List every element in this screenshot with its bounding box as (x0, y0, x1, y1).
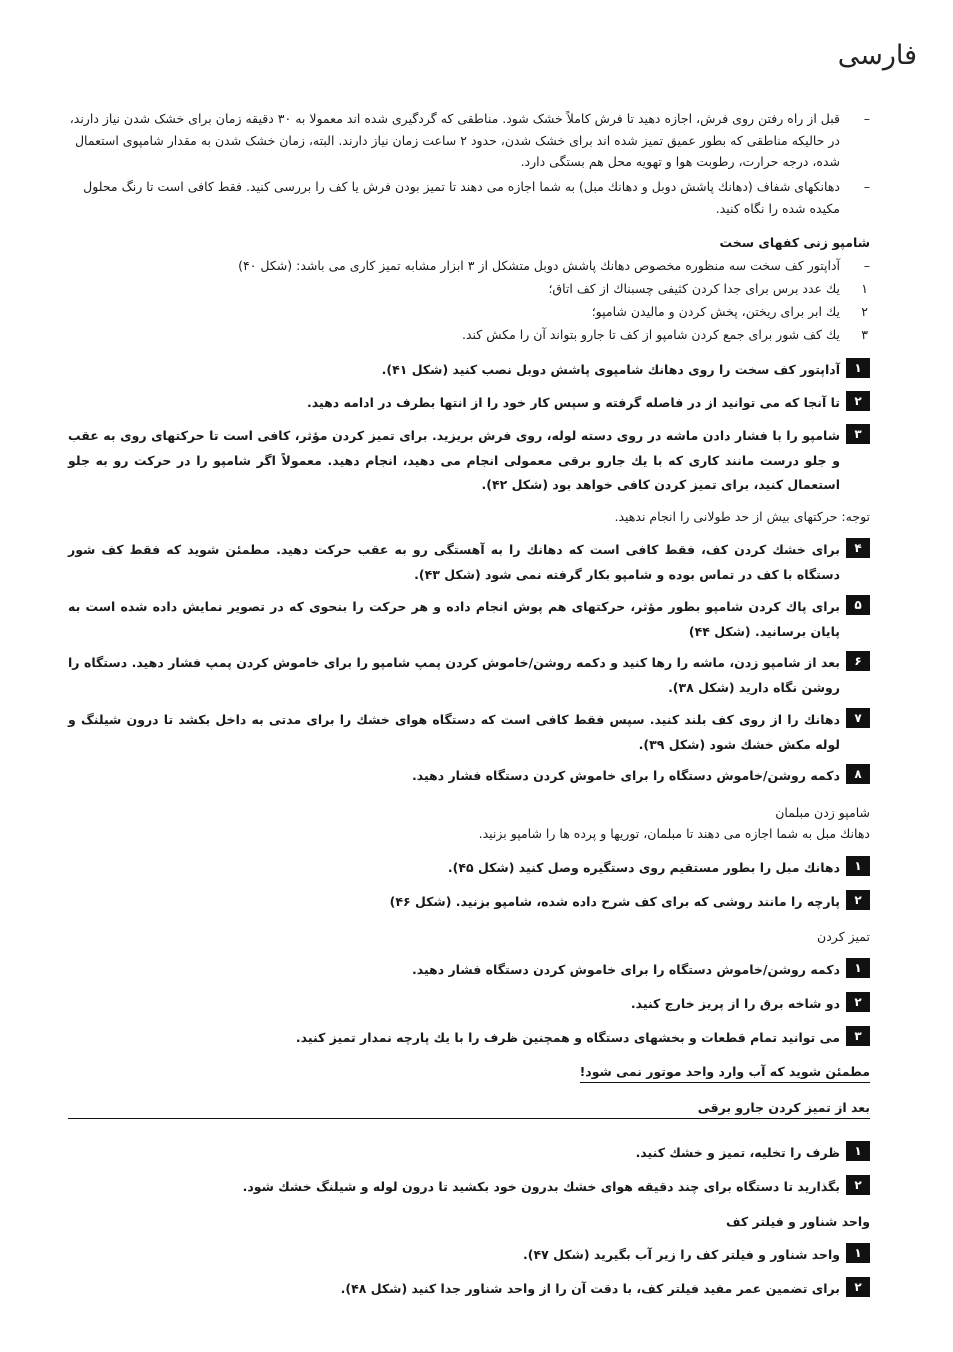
step-number-badge: ۲ (846, 391, 870, 411)
cleaning-step-3 (68, 1026, 870, 1051)
note-text: توجه: حرکتهای بیش از حد طولانی را انجام ندهید. (614, 509, 870, 524)
cleaning-step-2 (68, 992, 870, 1017)
hard-floor-heading: شامپو زنی کفهای سخت (719, 235, 870, 250)
hard-floor-step-7 (68, 708, 870, 757)
step-number-badge: ۱ (846, 958, 870, 978)
tool-text: یك کف شور برای جمع کردن شامپو از کف تا جارو بتواند آن را مکش کند. (462, 327, 840, 342)
after-cleaning-step-2 (68, 1175, 870, 1200)
step-number-badge: ۸ (846, 764, 870, 784)
hard-floor-step-5 (68, 595, 870, 644)
tool-number: ۳ (861, 327, 868, 342)
step-text: دکمه روشن/خاموش دستگاه را برای خاموش کردن دستگاه فشار دهید. (411, 768, 840, 783)
step-number-badge: ۳ (846, 424, 870, 444)
step-text: ظرف را تخلیه، تمیز و خشك کنید. (635, 1145, 840, 1160)
tool-text: یك ابر برای ریختن، پخش کردن و مالیدن شامپو؛ (591, 304, 840, 319)
cleaning-heading: تمیز کردن (817, 929, 870, 944)
hard-floor-adapter-bullet (68, 255, 870, 277)
upholstery-step-1 (68, 856, 870, 881)
step-number-badge: ۱ (846, 856, 870, 876)
step-text: تا آنجا که می توانید از در فاصله گرفته و سپس کار خود را از انتها بطرف در ادامه دهید. (307, 395, 840, 410)
step-text: واحد شناور و فیلتر کف را زیر آب بگیرید (شکل ۴۷). (523, 1247, 840, 1262)
step-number-badge: ۷ (846, 708, 870, 728)
dash-marker: – (863, 258, 870, 273)
dash-marker: – (863, 179, 870, 194)
step-text: شامپو را با فشار دادن ماشه در روی دسته لوله، روی فرش بریزید. برای تمیز کردن مؤثر، کافی است تا حرکتهای روی به عقب و جلو درست مانند کاری که با یك جارو برقی معمولی انجام می دهید، انجام دهید. معمولاً اگر شامپو را در حرکت رو به جلو استعمال کنید، برای تمیز کردن کافی خواهد بود (شکل ۴۲). (68, 428, 840, 492)
dash-marker: – (863, 111, 870, 126)
tool-number: ۲ (861, 304, 868, 319)
step-number-badge: ۲ (846, 1277, 870, 1297)
step-text: دهانك را از روی کف بلند کنید. سپس فقط کافی است که دستگاه هوای خشك را برای مدتی به داخل بکشد تا درون شیلنگ و لوله مکش خشك شود (شکل ۳۹). (68, 712, 840, 752)
step-text: دهانك مبل را بطور مستقیم روی دستگیره وصل کنید (شکل ۴۵). (447, 860, 840, 875)
intro-bullet-2 (68, 176, 870, 219)
tool-item-2 (68, 301, 870, 323)
intro-bullet-1 (68, 108, 870, 173)
after-cleaning-step-1 (68, 1141, 870, 1166)
tool-number: ۱ (861, 281, 868, 296)
tool-item-3 (68, 324, 870, 346)
step-text: برای پاك کردن شامپو بطور مؤثر، حرکتهای هم پوش انجام داده و هر حرکت را بنحوی که در تصویر نمایش داده شده است به پایان برسانید. (شکل ۴۴) (68, 599, 840, 639)
step-number-badge: ۲ (846, 1175, 870, 1195)
step-text: برای خشك کردن کف، فقط کافی است که دهانك را به آهستگی رو به عقب حرکت دهید. مطمئن شوید که فقط کف شور دستگاه با کف در تماس بوده و شامپو بکار گرفته نمی شود (شکل ۴۳). (68, 542, 840, 582)
upholstery-intro: دهانك مبل به شما اجازه می دهند تا مبلمان، توریها و پرده ها را شامپو بزنید. (478, 826, 870, 841)
adapter-bullet-text: آداپتور کف سخت سه منظوره مخصوص دهانك پاشش دوبل متشکل از ۳ ابزار مشابه تمیز کاری می باشد: (شکل ۴۰) (238, 258, 840, 273)
hard-floor-step-8 (68, 764, 870, 789)
water-warning: مطمئن شوید که آب وارد واحد موتور نمی شود! (580, 1062, 870, 1083)
upholstery-step-2 (68, 890, 870, 915)
intro-bullet-text: دهانکهای شفاف (دهانك پاشش دوبل و دهانك مبل) به شما اجازه می دهند تا تمیز بودن فرش یا کف را بررسی کنید. فقط کافی است تا رنگ محلول مکیده شده را نگاه کنید. (83, 179, 840, 216)
step-number-badge: ۵ (846, 595, 870, 615)
intro-bullet-text: قبل از راه رفتن روی فرش، اجازه دهید تا فرش کاملاً خشک شود. مناطقی که گردگیری شده اند معمولا به ۳۰ دقیقه زمان برای خشک شدن نیاز دارند، در حالیکه مناطقی که بطور عمیق تمیز شده اند برای خشک شدن، حدود ۲ ساعت زمان نیاز دارند. البته، زمان خشک شدن به مقدار شامپوی استعمال شده، درجه حرارت، رطوبت هوا و تهویه محل هم بستگی دارد. (69, 111, 840, 169)
tool-item-1 (68, 278, 870, 300)
hard-floor-step-4 (68, 538, 870, 587)
step-number-badge: ۱ (846, 1243, 870, 1263)
step-text: دکمه روشن/خاموش دستگاه را برای خاموش کردن دستگاه فشار دهید. (411, 962, 840, 977)
step-number-badge: ۲ (846, 992, 870, 1012)
hard-floor-step-3 (68, 424, 870, 498)
step-text: می توانید تمام قطعات و بخشهای دستگاه و همچنین ظرف را با یك پارچه نمدار تمیز کنید. (295, 1030, 840, 1045)
float-filter-step-1 (68, 1243, 870, 1268)
step-text: بگذارید تا دستگاه برای چند دقیقه هوای خشك بدرون خود بکشید تا درون لوله و شیلنگ خشك شود. (242, 1179, 840, 1194)
step-number-badge: ۱ (846, 1141, 870, 1161)
step-number-badge: ۳ (846, 1026, 870, 1046)
step-text: پارچه را مانند روشی که برای کف شرح داده شده، شامپو بزنید. (شکل ۴۶) (389, 894, 840, 909)
hard-floor-step-2 (68, 391, 870, 416)
section-divider (68, 1118, 870, 1119)
step-number-badge: ۲ (846, 890, 870, 910)
step-text: برای تضمین عمر مفید فیلتر کف، با دقت آن را از واحد شناور جدا کنید (شکل ۴۸). (340, 1281, 840, 1296)
step-number-badge: ۶ (846, 651, 870, 671)
hard-floor-step-1 (68, 358, 870, 383)
hard-floor-step-6 (68, 651, 870, 700)
float-filter-step-2 (68, 1277, 870, 1302)
step-text: بعد از شامپو زدن، ماشه را رها کنید و دکمه روشن/خاموش کردن پمپ شامپو را برای خاموش کردن پمپ فشار دهید. دستگاه را روشن نگاه دارید (شکل ۳۸). (68, 655, 840, 695)
step-text: دو شاخه برق را از پریز خارج کنید. (630, 996, 840, 1011)
float-filter-heading: واحد شناور و فیلتر کف (726, 1214, 870, 1229)
step-text: آداپتور کف سخت را روی دهانك شامپوی پاشش دوبل نصب کنید (شکل ۴۱). (381, 362, 840, 377)
tool-text: یك عدد برس برای جدا کردن کثیفی چسبناك از کف اتاق؛ (548, 281, 840, 296)
upholstery-heading: شامپو زدن مبلمان (775, 805, 870, 820)
language-title: فارسی (837, 40, 917, 71)
step-number-badge: ۱ (846, 358, 870, 378)
after-cleaning-heading: بعد از تمیز کردن جارو برقی (697, 1100, 870, 1115)
cleaning-step-1 (68, 958, 870, 983)
step-number-badge: ۴ (846, 538, 870, 558)
